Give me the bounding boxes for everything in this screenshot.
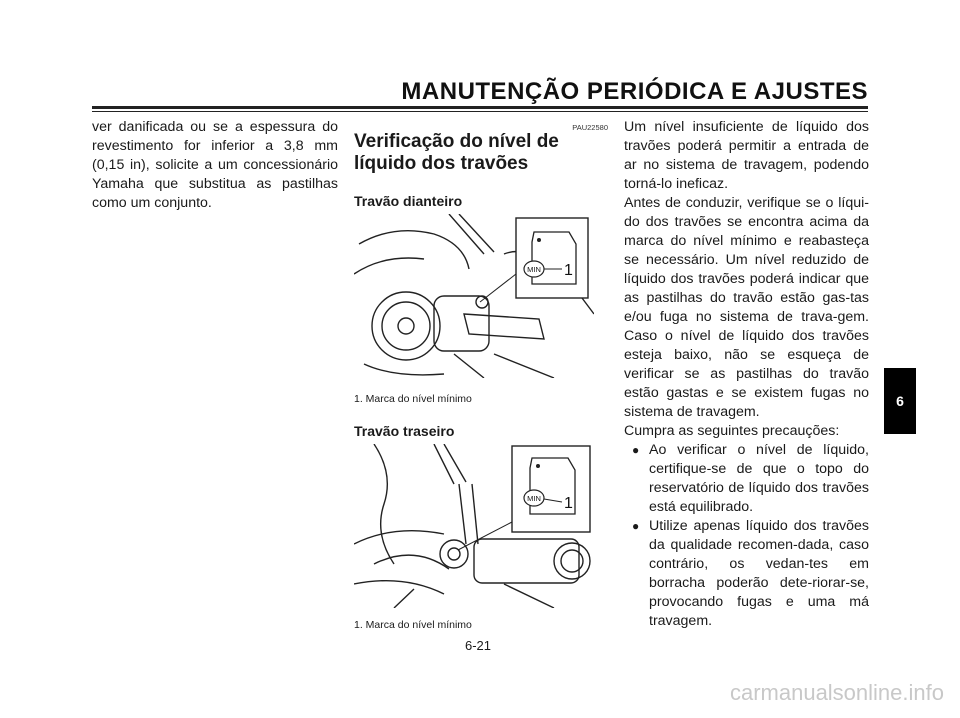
- page-number: 6-21: [465, 638, 492, 653]
- precautions-list: [624, 441, 869, 631]
- bullet-icon: ●: [632, 519, 640, 533]
- list-item-text: Utilize apenas líquido dos travões da qualidade recomen-dada, caso contrário, os vedan-tes em borracha poderão dete-riorar-se, provocando fugas e uma má travagem.: [649, 518, 869, 629]
- paragraph: ver danificada ou se a espessura do revestimento for inferior a 3,8 mm (0,15 in), solicite a um concessionário Yamaha que substitua as pastilhas como um conjunto.: [92, 119, 338, 211]
- min-label: MIN: [527, 265, 541, 274]
- right-column: [624, 118, 869, 631]
- bullet-icon: ●: [632, 443, 640, 457]
- rear-figure-caption: 1. Marca do nível mínimo: [354, 619, 472, 631]
- header-rule: [92, 106, 868, 109]
- left-column: [92, 118, 338, 213]
- header-rule-thin: [92, 111, 868, 112]
- list-item-text: Ao verificar o nível de líquido, certifique-se de que o topo do reservatório de líquido dos travões está equilibrado.: [649, 442, 869, 515]
- callout-number: 1: [564, 495, 573, 512]
- list-item: [624, 517, 869, 631]
- front-brake-heading: Travão dianteiro: [354, 193, 463, 209]
- rear-brake-reservoir-illustration: [354, 444, 594, 608]
- chapter-tab: 6: [884, 368, 916, 434]
- chapter-title: MANUTENÇÃO PERIÓDICA E AJUSTES: [401, 78, 868, 105]
- section-title: Verificação do nível de líquido dos travões: [354, 131, 559, 174]
- min-label: MIN: [527, 494, 541, 503]
- front-brake-reservoir-illustration: [354, 214, 594, 378]
- front-figure-caption: 1. Marca do nível mínimo: [354, 393, 472, 405]
- callout-number: 1: [564, 262, 573, 279]
- rear-brake-heading: Travão traseiro: [354, 423, 455, 439]
- watermark: carmanualsonline.info: [729, 680, 944, 705]
- paragraph: Antes de conduzir, verifique se o líqui-do dos travões se encontra acima da marca do nível mínimo e reabasteça se necessário. Um nível reduzido de líquido dos travões poderá indicar que as pastilhas do travão estão gas-tas e/ou fuga no sistema de trava-gem. Caso o nível de líquido dos travões esteja baixo, não se esqueça de verificar se as pastilhas do travão estão gastas e se existem fugas no sistema de travagem.: [624, 195, 869, 420]
- paragraph: Cumpra as seguintes precauções:: [624, 423, 840, 439]
- reference-code: PAU22580: [572, 123, 608, 132]
- list-item: [624, 441, 869, 517]
- paragraph: Um nível insuficiente de líquido dos travões poderá permitir a entrada de ar no sistema de travagem, podendo torná-lo ineficaz.: [624, 119, 869, 192]
